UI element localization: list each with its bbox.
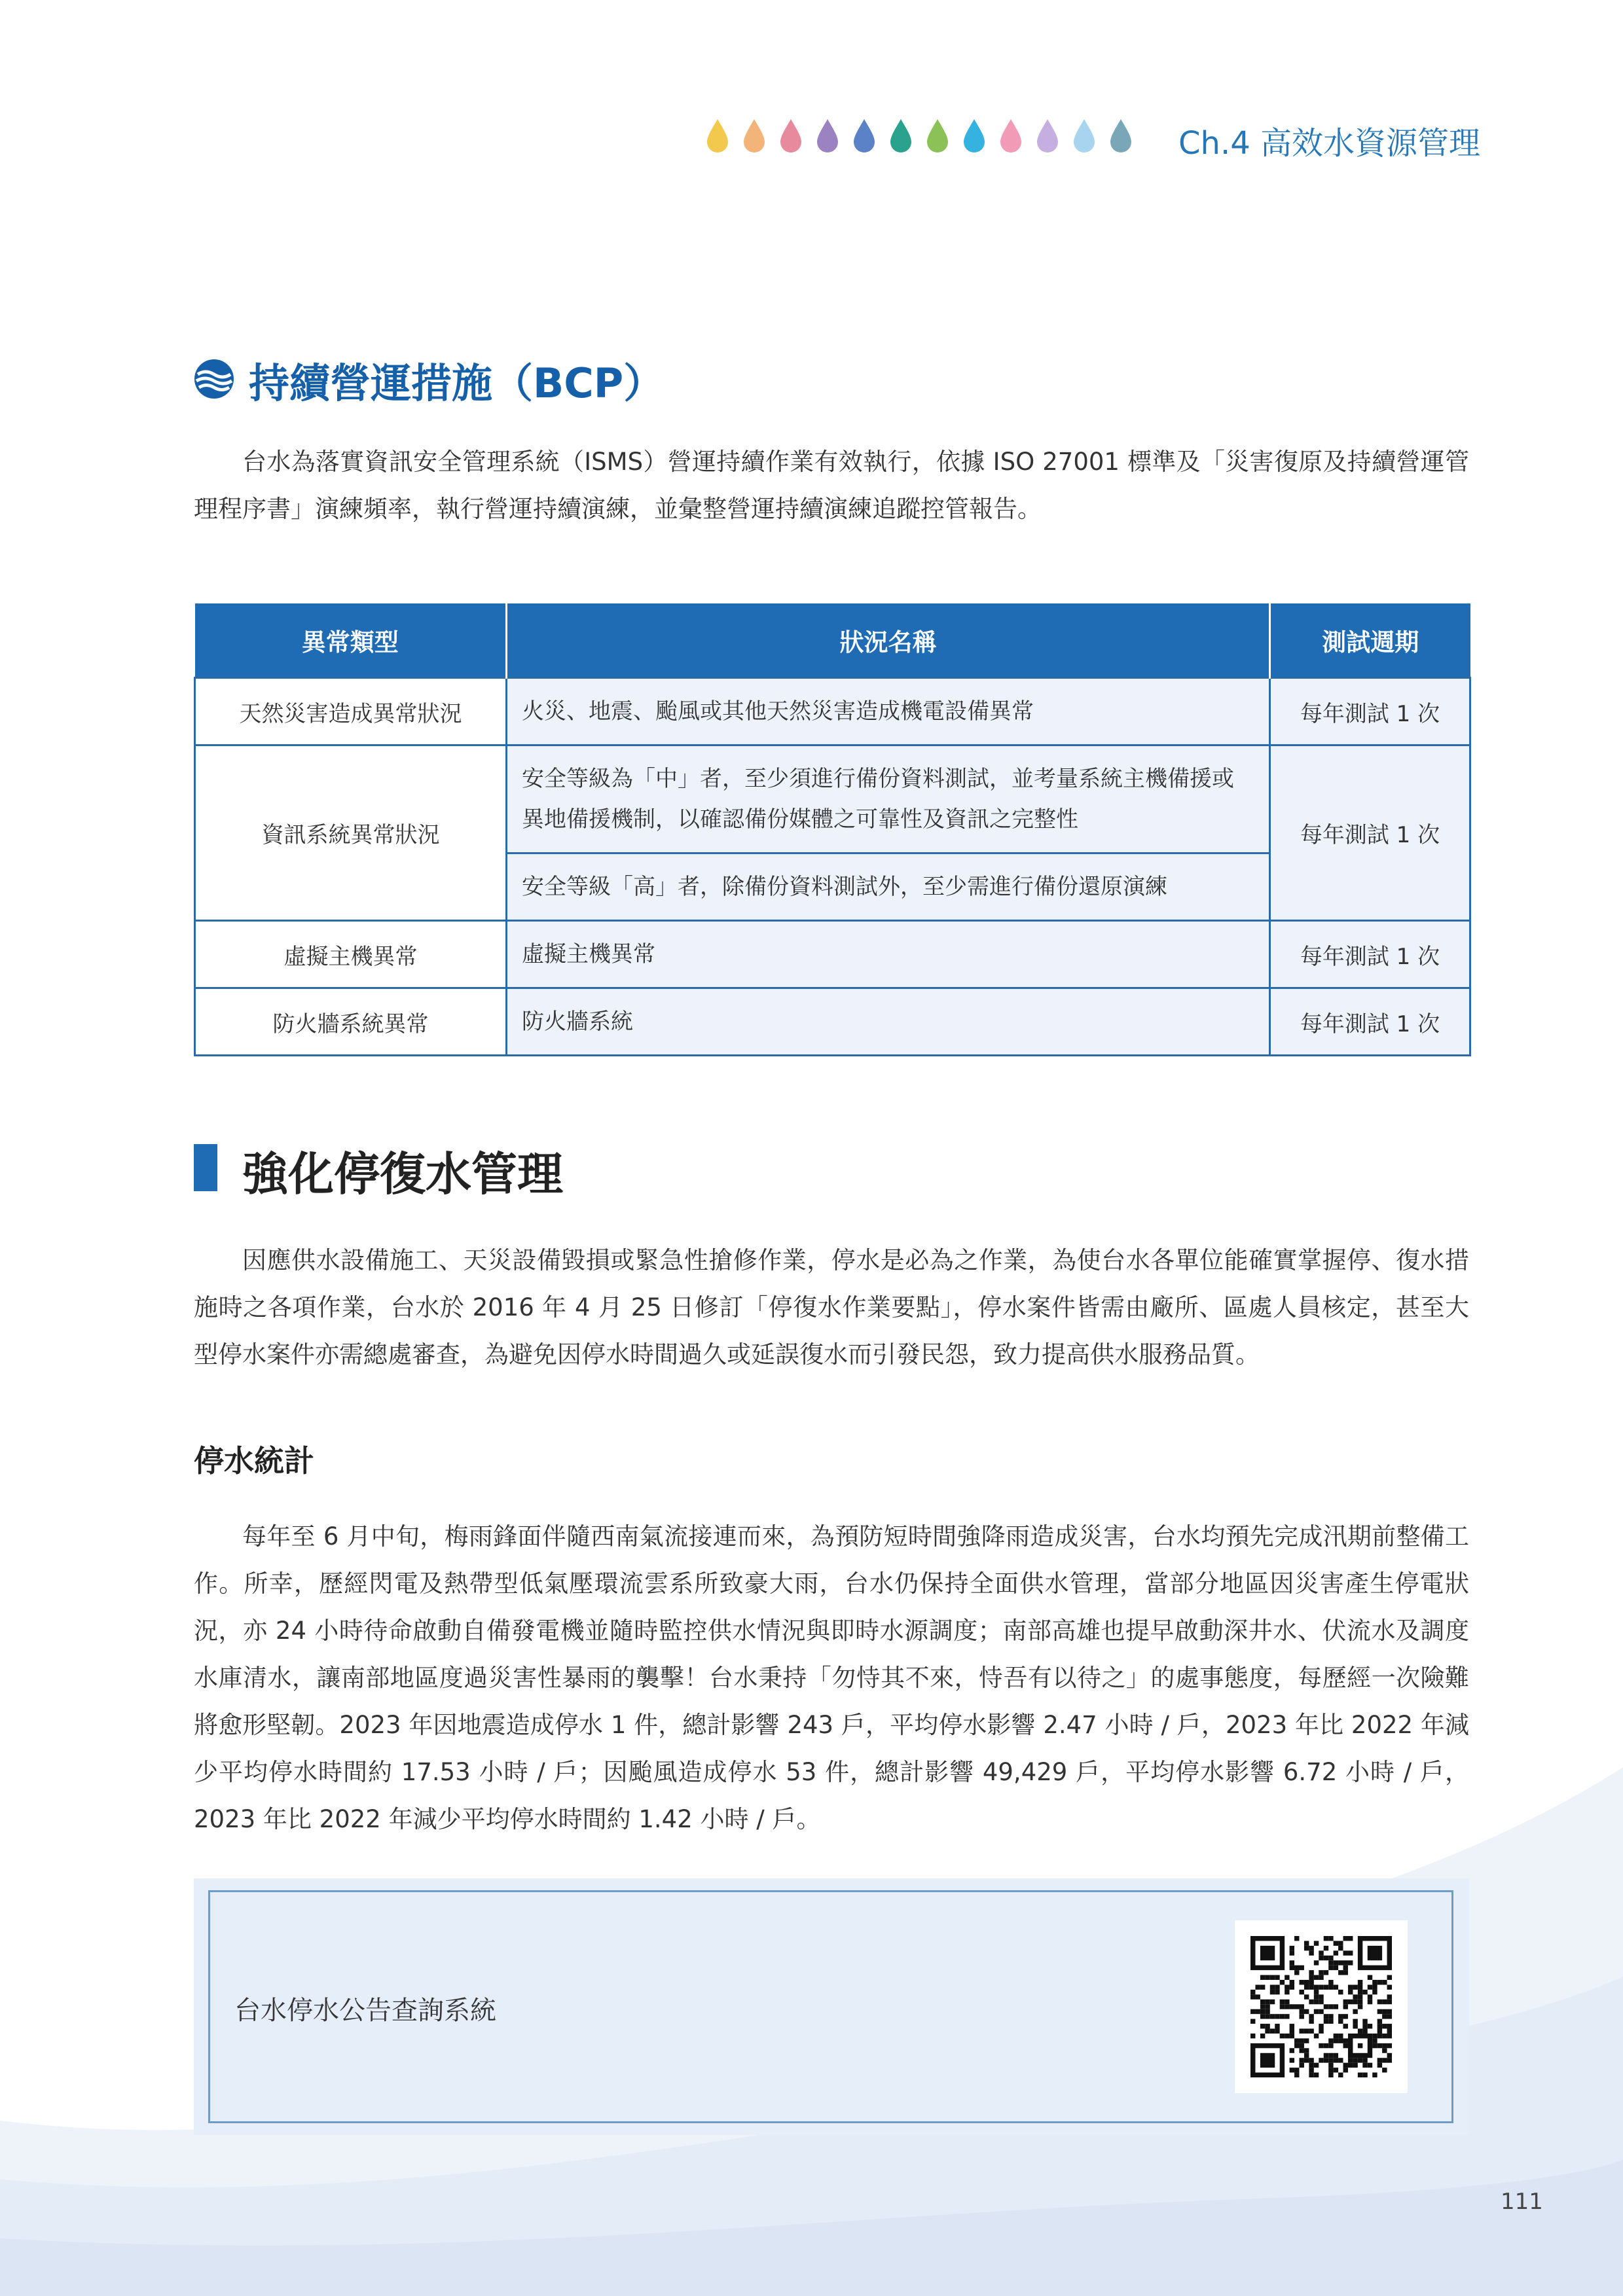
qr-code-link[interactable] — [1235, 1920, 1408, 2093]
table-row — [195, 745, 1470, 853]
section-title: 強化停復水管理 — [242, 1147, 563, 1201]
info-box-label: 台水停水公告查詢系統 — [234, 1996, 496, 2026]
bcp-title: 持續營運措施（BCP） — [249, 359, 665, 407]
table-row — [195, 921, 1470, 988]
water-drop-row — [706, 118, 1133, 153]
bcp-table — [194, 603, 1471, 1056]
water-drop-icon — [889, 118, 913, 153]
cell-condition: 安全等級為「中」者，至少須進行備份資料測試，並考量系統主機備援或異地備援機制，以確認備份媒體之可靠性及資訊之完整性 — [507, 745, 1270, 853]
cell-type: 虛擬主機異常 — [195, 921, 507, 988]
cell-cycle: 每年測試 1 次 — [1270, 988, 1470, 1056]
cell-type: 天然災害造成異常狀況 — [195, 678, 507, 745]
wave-logo-icon — [194, 359, 234, 399]
water-drop-icon — [816, 118, 839, 153]
header-cell-condition: 狀況名稱 — [507, 603, 1270, 678]
water-drop-icon — [706, 118, 729, 153]
cell-cycle: 每年測試 1 次 — [1270, 678, 1470, 745]
water-drop-icon — [852, 118, 876, 153]
water-drop-icon — [779, 118, 803, 153]
qr-code-icon — [1250, 1936, 1392, 2077]
table-row — [195, 678, 1470, 745]
table-header-row — [195, 603, 1470, 678]
stats-paragraph: 每年至 6 月中旬，梅雨鋒面伴隨西南氣流接連而來，為預防短時間強降雨造成災害，台水均預先完成汛期前整備工作。所幸，歷經閃電及熱帶型低氣壓環流雲系所致豪大雨，台水仍保持全面供水管理，當部分地區因災害產生停電狀況，亦 24 小時待命啟動自備發電機並隨時監控供水情況與即時水源調度；南部高雄也提早啟動深井水、伏流水及調度水庫清水，讓南部地區度過災害性暴雨的襲擊！台水秉持「勿恃其不來，恃吾有以待之」的處事態度，每歷經一次險難將愈形堅韌。2023 年因地震造成停水 1 件，總計影響 243 戶，平均停水影響 2.47 小時 / 戶，2023 年比 2022 年減少平均停水時間約 17.53 小時 / 戶；因颱風造成停水 53 件，總計影響 49,429 戶，平均停水影響 6.72 小時 / 戶，2023 年比 2022 年減少平均停水時間約 1.42 小時 / 戶。 — [194, 1522, 1469, 1833]
water-drop-icon — [742, 118, 766, 153]
cell-condition: 防火牆系統 — [507, 988, 1270, 1056]
cell-type: 資訊系統異常狀況 — [195, 745, 507, 921]
water-drop-icon — [926, 118, 949, 153]
cell-condition: 火災、地震、颱風或其他天然災害造成機電設備異常 — [507, 678, 1270, 745]
bcp-paragraph: 台水為落實資訊安全管理系統（ISMS）營運持續作業有效執行，依據 ISO 27001 標準及「災害復原及持續營運管理程序書」演練頻率，執行營運持續演練，並彙整營運持續演練追蹤控管報告。 — [194, 448, 1469, 523]
table-row — [195, 988, 1470, 1056]
chapter-title: Ch.4 高效水資源管理 — [1178, 125, 1480, 162]
header-cell-type: 異常類型 — [195, 603, 507, 678]
cell-condition: 安全等級「高」者，除備份資料測試外，至少需進行備份還原演練 — [507, 853, 1270, 921]
cell-cycle: 每年測試 1 次 — [1270, 745, 1470, 921]
page-number: 111 — [1501, 2189, 1543, 2215]
water-drop-icon — [1036, 118, 1059, 153]
cell-type: 防火牆系統異常 — [195, 988, 507, 1056]
section-paragraph: 因應供水設備施工、天災設備毀損或緊急性搶修作業，停水是必為之作業，為使台水各單位能確實掌握停、復水措施時之各項作業，台水於 2016 年 4 月 25 日修訂「停復水作業要點」，停水案件皆需由廠所、區處人員核定，甚至大型停水案件亦需總處審查，為避免因停水時間過久或延誤復水而引發民怨，致力提高供水服務品質。 — [194, 1246, 1469, 1369]
cell-condition: 虛擬主機異常 — [507, 921, 1270, 988]
stats-title: 停水統計 — [194, 1443, 314, 1479]
water-drop-icon — [962, 118, 986, 153]
water-drop-icon — [1109, 118, 1133, 153]
water-drop-icon — [999, 118, 1023, 153]
cell-cycle: 每年測試 1 次 — [1270, 921, 1470, 988]
header-cell-cycle: 測試週期 — [1270, 603, 1470, 678]
water-drop-icon — [1072, 118, 1096, 153]
section-heading-bar — [194, 1144, 217, 1191]
